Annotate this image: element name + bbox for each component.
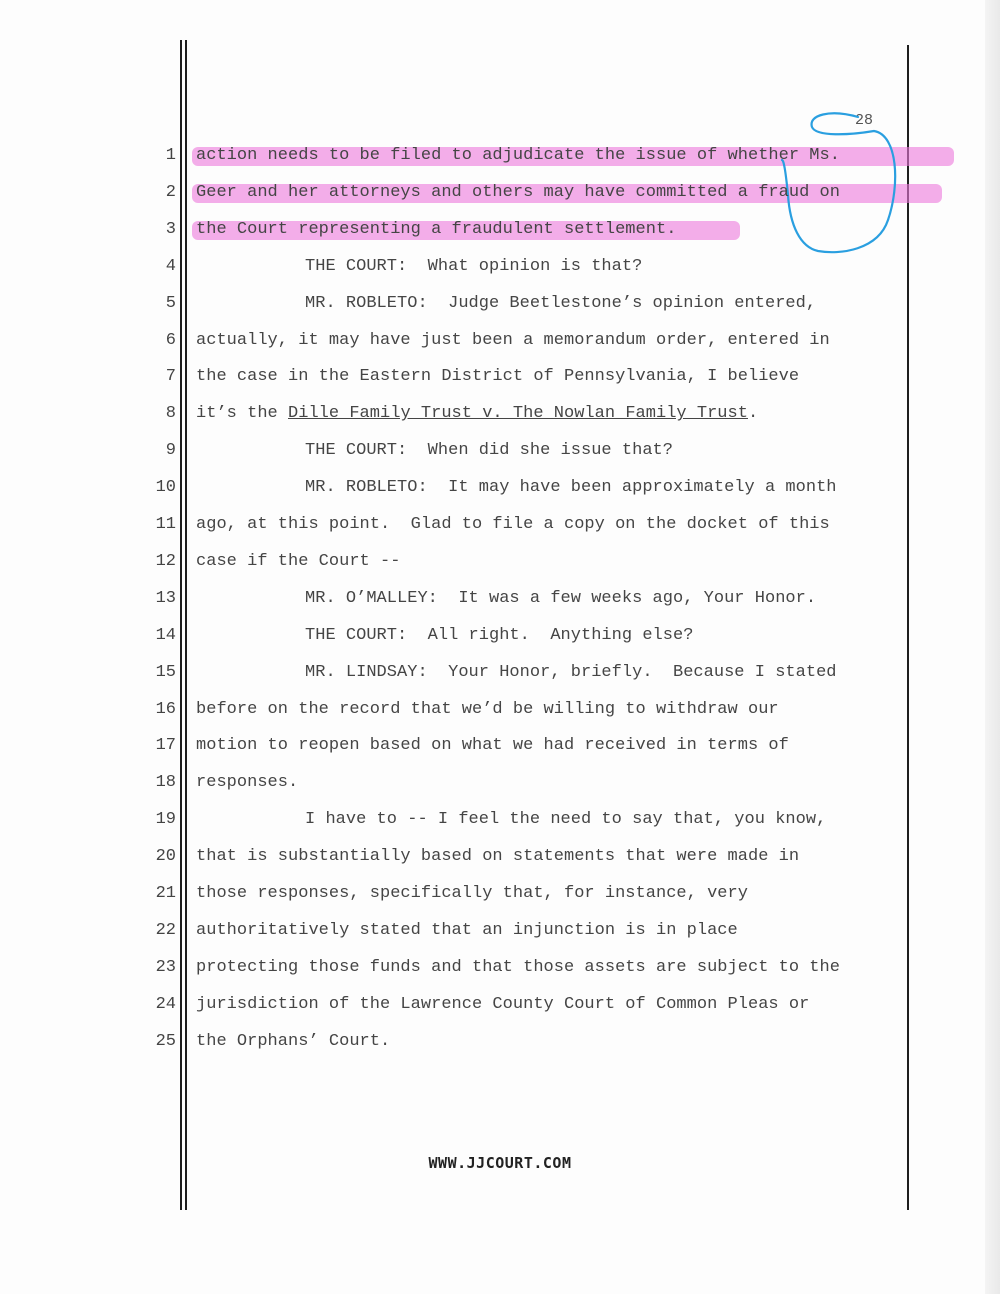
line-number: 7	[165, 367, 176, 387]
right-margin-rule	[907, 45, 909, 1210]
case-citation: Dille Family Trust v. The Nowlan Family Trust	[288, 404, 748, 424]
line-text-after: .	[747, 404, 759, 424]
transcript-line: that is substantially based on statements that were made in	[196, 847, 800, 867]
transcript-line: MR. O’MALLEY: It was a few weeks ago, Your Honor.	[305, 588, 817, 608]
line-number: 23	[155, 957, 176, 977]
line-number: 17	[155, 736, 176, 756]
line-number: 20	[155, 847, 176, 867]
transcript-line: I have to -- I feel the need to say that, you know,	[305, 810, 827, 830]
line-number: 14	[155, 625, 176, 645]
transcript-line: those responses, specifically that, for instance, very	[196, 884, 748, 903]
line-number: 10	[155, 478, 176, 498]
line-number: 8	[165, 404, 176, 424]
line-number: 5	[165, 293, 176, 313]
line-number: 3	[165, 219, 176, 239]
line-number: 22	[155, 920, 176, 940]
line-number: 9	[165, 441, 176, 461]
left-margin-rule-inner	[185, 40, 187, 1210]
line-number: 1	[165, 146, 176, 165]
line-number: 18	[155, 773, 176, 793]
line-number: 6	[165, 330, 176, 350]
page-edge-shadow	[985, 0, 1000, 1294]
transcript-line: jurisdiction of the Lawrence County Court of Common Pleas or	[196, 994, 810, 1014]
line-text-before: it’s the	[196, 404, 288, 424]
transcript-line: case if the Court --	[196, 551, 401, 571]
line-number: 21	[155, 884, 176, 903]
transcript-line: actually, it may have just been a memorandum order, entered in	[196, 330, 830, 350]
line-number: 13	[155, 588, 176, 608]
transcript-line: before on the record that we’d be willing to withdraw our	[196, 699, 779, 719]
line-number: 2	[165, 182, 176, 202]
transcript-line: THE COURT: All right. Anything else?	[305, 625, 694, 645]
transcript-line: the Court representing a fraudulent settlement.	[196, 219, 677, 239]
transcript-line: authoritatively stated that an injunction is in place	[196, 920, 738, 940]
transcript-line: MR. ROBLETO: Judge Beetlestone’s opinion entered,	[305, 293, 817, 313]
line-number: 16	[155, 699, 176, 719]
transcript-line	[196, 404, 758, 423]
transcript-line: ago, at this point. Glad to file a copy on the docket of this	[196, 515, 830, 534]
transcript-line: THE COURT: When did she issue that?	[305, 441, 673, 461]
page-number: 28	[855, 112, 874, 129]
line-number: 24	[155, 994, 176, 1014]
transcript-line: protecting those funds and that those assets are subject to the	[196, 957, 840, 977]
transcript-line: the case in the Eastern District of Pennsylvania, I believe	[196, 367, 800, 387]
left-margin-rule	[180, 40, 182, 1210]
transcript-line: MR. ROBLETO: It may have been approximately a month	[305, 478, 837, 498]
line-number: 4	[165, 256, 176, 276]
transcript-line: motion to reopen based on what we had received in terms of	[196, 736, 789, 756]
transcript-line: responses.	[196, 773, 299, 793]
transcript-line: action needs to be filed to adjudicate the issue of whether Ms.	[196, 146, 840, 165]
line-number: 25	[155, 1031, 176, 1051]
transcript-line: the Orphans’ Court.	[196, 1031, 391, 1051]
transcript-line: THE COURT: What opinion is that?	[305, 256, 643, 276]
line-number: 12	[155, 551, 176, 571]
transcript-line: MR. LINDSAY: Your Honor, briefly. Because I stated	[305, 662, 837, 682]
line-number: 11	[155, 515, 176, 534]
line-number: 19	[155, 810, 176, 830]
line-number: 15	[155, 662, 176, 682]
footer-website: WWW.JJCOURT.COM	[428, 1154, 572, 1172]
transcript-line: Geer and her attorneys and others may have committed a fraud on	[196, 182, 840, 202]
